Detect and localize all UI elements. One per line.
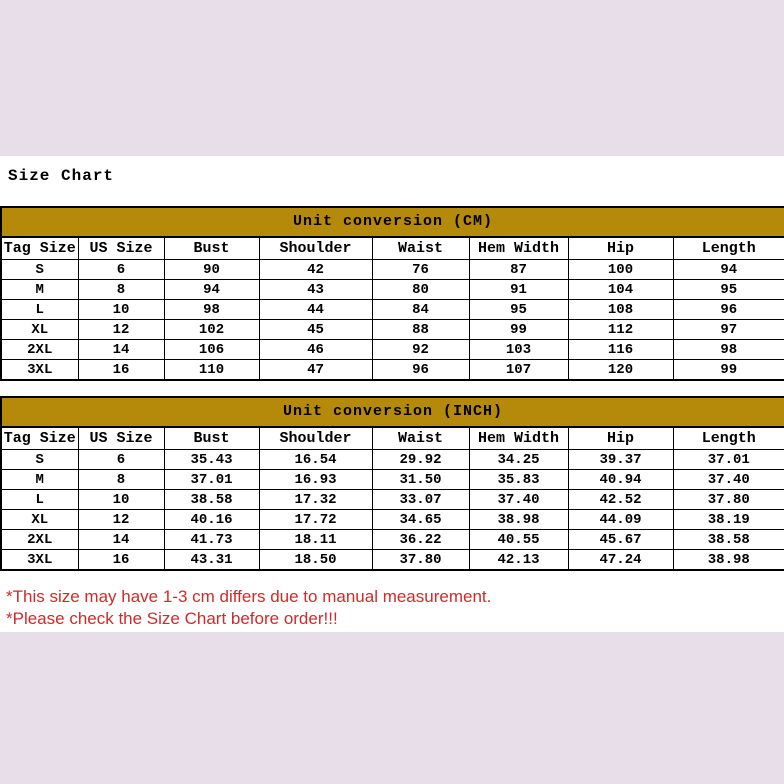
- table-row: [1, 470, 784, 490]
- table-cell: 31.50: [372, 470, 469, 490]
- table-row: [1, 360, 784, 381]
- table-cell: 120: [568, 360, 673, 381]
- table-cell: 96: [372, 360, 469, 381]
- table-cell: 37.40: [673, 470, 784, 490]
- table-cell: 17.32: [259, 490, 372, 510]
- table-cell: S: [1, 260, 78, 280]
- table-cell: 2XL: [1, 340, 78, 360]
- table-cell: 8: [78, 470, 164, 490]
- page-title: Size Chart: [8, 167, 115, 185]
- table-cell: 100: [568, 260, 673, 280]
- table-cell: 16.93: [259, 470, 372, 490]
- table-cell: 3XL: [1, 360, 78, 381]
- table-cell: L: [1, 300, 78, 320]
- table-cell: 90: [164, 260, 259, 280]
- table-cell: 91: [469, 280, 568, 300]
- table-cell: 103: [469, 340, 568, 360]
- column-header: Bust: [164, 427, 259, 450]
- table-cell: M: [1, 280, 78, 300]
- table-row: [1, 260, 784, 280]
- table-cell: 2XL: [1, 530, 78, 550]
- table-cell: 47.24: [568, 550, 673, 571]
- table-row: [1, 530, 784, 550]
- table-cell: 12: [78, 320, 164, 340]
- table-cell: 34.25: [469, 450, 568, 470]
- table-cell: 41.73: [164, 530, 259, 550]
- table-cell: 99: [673, 360, 784, 381]
- note-check-before-order: *Please check the Size Chart before order!!!: [6, 609, 338, 628]
- table-cell: 33.07: [372, 490, 469, 510]
- table-cell: 10: [78, 490, 164, 510]
- inch-size-table-container: [0, 396, 784, 571]
- table-cell: 94: [164, 280, 259, 300]
- table-cell: 38.19: [673, 510, 784, 530]
- table-cell: M: [1, 470, 78, 490]
- table-cell: 102: [164, 320, 259, 340]
- table-cell: 42.13: [469, 550, 568, 571]
- table-cell: 46: [259, 340, 372, 360]
- bottom-background-band: [0, 632, 784, 784]
- table-row: [1, 550, 784, 571]
- table-cell: 95: [469, 300, 568, 320]
- table-cell: 96: [673, 300, 784, 320]
- table-cell: 38.98: [469, 510, 568, 530]
- table-row: [1, 510, 784, 530]
- table-cell: 95: [673, 280, 784, 300]
- table-row: [1, 450, 784, 470]
- table-cell: 44: [259, 300, 372, 320]
- table-cell: 16.54: [259, 450, 372, 470]
- table-cell: 47: [259, 360, 372, 381]
- table-cell: 14: [78, 340, 164, 360]
- table-cell: L: [1, 490, 78, 510]
- table-cell: 97: [673, 320, 784, 340]
- table-cell: 106: [164, 340, 259, 360]
- table-row: [1, 320, 784, 340]
- column-header: Waist: [372, 237, 469, 260]
- table-cell: 6: [78, 450, 164, 470]
- top-background-band: [0, 0, 784, 156]
- table-cell: 35.83: [469, 470, 568, 490]
- table-cell: XL: [1, 510, 78, 530]
- table-cell: 14: [78, 530, 164, 550]
- column-header: Length: [673, 237, 784, 260]
- note-measurement-tolerance: *This size may have 1-3 cm differs due to manual measurement.: [6, 587, 492, 606]
- size-table: [0, 206, 784, 381]
- table-cell: 29.92: [372, 450, 469, 470]
- table-cell: 76: [372, 260, 469, 280]
- column-header: Hem Width: [469, 427, 568, 450]
- table-title-banner: Unit conversion (INCH): [1, 397, 784, 427]
- column-header: Bust: [164, 237, 259, 260]
- column-header: US Size: [78, 237, 164, 260]
- table-cell: 40.55: [469, 530, 568, 550]
- table-cell: 10: [78, 300, 164, 320]
- table-row: [1, 280, 784, 300]
- cm-size-table-container: [0, 206, 784, 381]
- table-cell: 17.72: [259, 510, 372, 530]
- table-cell: 88: [372, 320, 469, 340]
- table-cell: 40.16: [164, 510, 259, 530]
- table-cell: 38.58: [673, 530, 784, 550]
- table-cell: 36.22: [372, 530, 469, 550]
- column-header: Hip: [568, 427, 673, 450]
- table-cell: 18.11: [259, 530, 372, 550]
- table-cell: 43: [259, 280, 372, 300]
- column-header: Hip: [568, 237, 673, 260]
- table-cell: 34.65: [372, 510, 469, 530]
- table-cell: 37.40: [469, 490, 568, 510]
- table-row: [1, 300, 784, 320]
- column-header: Hem Width: [469, 237, 568, 260]
- column-header: Tag Size: [1, 427, 78, 450]
- table-cell: 35.43: [164, 450, 259, 470]
- table-cell: 112: [568, 320, 673, 340]
- table-cell: 104: [568, 280, 673, 300]
- table-cell: 43.31: [164, 550, 259, 571]
- table-cell: 37.80: [372, 550, 469, 571]
- table-cell: 6: [78, 260, 164, 280]
- table-cell: 98: [164, 300, 259, 320]
- table-cell: 107: [469, 360, 568, 381]
- table-cell: 42.52: [568, 490, 673, 510]
- table-cell: S: [1, 450, 78, 470]
- column-header: Length: [673, 427, 784, 450]
- table-cell: 98: [673, 340, 784, 360]
- table-cell: 37.80: [673, 490, 784, 510]
- table-title-banner: Unit conversion (CM): [1, 207, 784, 237]
- table-cell: 110: [164, 360, 259, 381]
- table-cell: 80: [372, 280, 469, 300]
- table-cell: 16: [78, 550, 164, 571]
- column-header: Shoulder: [259, 237, 372, 260]
- column-header: Tag Size: [1, 237, 78, 260]
- table-cell: 45.67: [568, 530, 673, 550]
- table-cell: XL: [1, 320, 78, 340]
- notes-block: [6, 586, 776, 630]
- table-cell: 92: [372, 340, 469, 360]
- table-cell: 94: [673, 260, 784, 280]
- table-cell: 18.50: [259, 550, 372, 571]
- table-cell: 39.37: [568, 450, 673, 470]
- column-header: US Size: [78, 427, 164, 450]
- column-header: Shoulder: [259, 427, 372, 450]
- size-table: [0, 396, 784, 571]
- table-cell: 116: [568, 340, 673, 360]
- table-cell: 108: [568, 300, 673, 320]
- table-cell: 87: [469, 260, 568, 280]
- table-cell: 37.01: [673, 450, 784, 470]
- table-cell: 3XL: [1, 550, 78, 571]
- table-cell: 84: [372, 300, 469, 320]
- table-row: [1, 490, 784, 510]
- table-cell: 45: [259, 320, 372, 340]
- table-cell: 37.01: [164, 470, 259, 490]
- table-cell: 12: [78, 510, 164, 530]
- table-cell: 16: [78, 360, 164, 381]
- table-cell: 38.98: [673, 550, 784, 571]
- table-cell: 44.09: [568, 510, 673, 530]
- table-cell: 38.58: [164, 490, 259, 510]
- table-row: [1, 340, 784, 360]
- column-header: Waist: [372, 427, 469, 450]
- table-cell: 40.94: [568, 470, 673, 490]
- table-cell: 42: [259, 260, 372, 280]
- table-cell: 99: [469, 320, 568, 340]
- table-cell: 8: [78, 280, 164, 300]
